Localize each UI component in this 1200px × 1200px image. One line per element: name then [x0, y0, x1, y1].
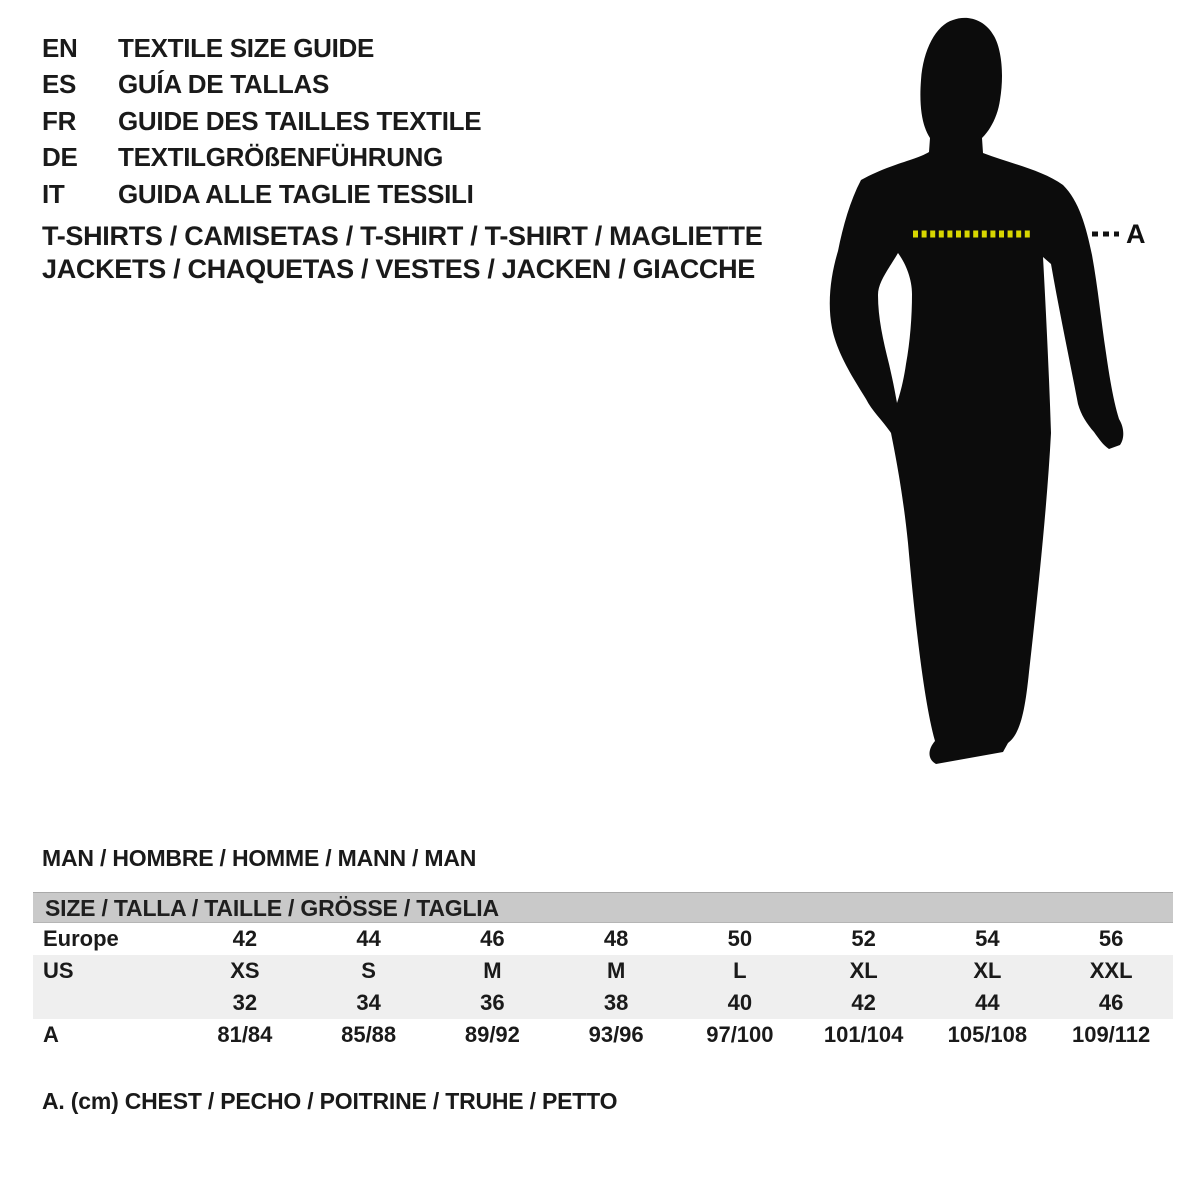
language-title: GUIDA ALLE TAGLIE TESSILI	[118, 178, 474, 209]
product-line-tshirts: T-SHIRTS / CAMISETAS / T-SHIRT / T-SHIRT / MAGLIETTE	[42, 221, 763, 251]
size-value: 40	[727, 990, 753, 1015]
language-row-es	[42, 66, 481, 102]
size-value: 109/112	[1071, 1022, 1151, 1047]
product-category-block	[42, 220, 762, 286]
language-list	[42, 30, 481, 212]
size-value: 42	[851, 990, 876, 1015]
table-row-us	[33, 955, 1173, 987]
table-row-chest-a	[33, 1019, 1173, 1051]
size-value: 32	[232, 990, 258, 1015]
section-title-man: MAN / HOMBRE / HOMME / MANN / MAN	[42, 845, 477, 871]
measurement-label-a: A	[1126, 219, 1146, 249]
size-value: M	[606, 958, 626, 983]
language-code: IT	[42, 178, 65, 209]
size-table-header	[33, 892, 1173, 923]
size-value: 46	[480, 926, 505, 951]
size-value: 105/108	[947, 1022, 1028, 1047]
language-title: GUIDE DES TAILLES TEXTILE	[118, 105, 482, 136]
product-line-jackets: JACKETS / CHAQUETAS / VESTES / JACKEN / GIACCHE	[42, 254, 756, 284]
size-guide-figure	[810, 12, 1155, 777]
language-row-en	[42, 30, 481, 66]
size-value: M	[483, 958, 502, 983]
size-value: L	[733, 958, 747, 983]
size-value: 52	[851, 926, 876, 951]
row-label	[33, 987, 183, 1019]
size-value: XXL	[1089, 958, 1133, 983]
size-value: 93/96	[588, 1022, 644, 1047]
language-row-fr	[42, 103, 481, 139]
size-value: 46	[1098, 990, 1124, 1015]
size-value: S	[361, 958, 376, 983]
size-value: 44	[975, 990, 1000, 1015]
row-label: Europe	[43, 926, 119, 951]
size-value: 48	[603, 926, 629, 951]
language-title: TEXTILGRÖßENFÜHRUNG	[118, 142, 444, 173]
size-value: 34	[356, 990, 381, 1015]
size-value: 54	[975, 926, 1000, 951]
man-silhouette	[830, 18, 1124, 764]
size-value: XS	[230, 958, 260, 983]
size-value: 50	[727, 926, 753, 951]
language-title: TEXTILE SIZE GUIDE	[118, 33, 375, 63]
size-value: 81/84	[217, 1022, 273, 1047]
size-value: 89/92	[464, 1022, 520, 1047]
language-code: EN	[42, 33, 78, 63]
language-row-it	[42, 176, 481, 212]
language-row-de	[42, 139, 481, 175]
size-value: 101/104	[823, 1022, 904, 1047]
measurement-footnote: A. (cm) CHEST / PECHO / POITRINE / TRUHE / PETTO	[42, 1088, 618, 1114]
table-row-numeric	[33, 987, 1173, 1019]
size-value: XL	[973, 958, 1002, 983]
size-table-header-label: SIZE / TALLA / TAILLE / GRÖSSE / TAGLIA	[45, 895, 499, 921]
size-table	[33, 892, 1173, 1051]
size-value: 36	[480, 990, 505, 1015]
size-value: 44	[356, 926, 381, 951]
row-label: US	[43, 958, 74, 983]
size-value: 38	[603, 990, 629, 1015]
size-value: XL	[849, 958, 878, 983]
size-value: 42	[232, 926, 258, 951]
row-label: A	[43, 1022, 59, 1047]
language-code: FR	[42, 105, 77, 136]
size-value: 97/100	[706, 1022, 774, 1047]
size-value: 56	[1098, 926, 1124, 951]
language-code: ES	[42, 69, 77, 100]
table-row-europe	[33, 923, 1173, 955]
language-code: DE	[42, 142, 78, 173]
size-value: 85/88	[341, 1022, 397, 1047]
language-title: GUÍA DE TALLAS	[118, 69, 330, 100]
